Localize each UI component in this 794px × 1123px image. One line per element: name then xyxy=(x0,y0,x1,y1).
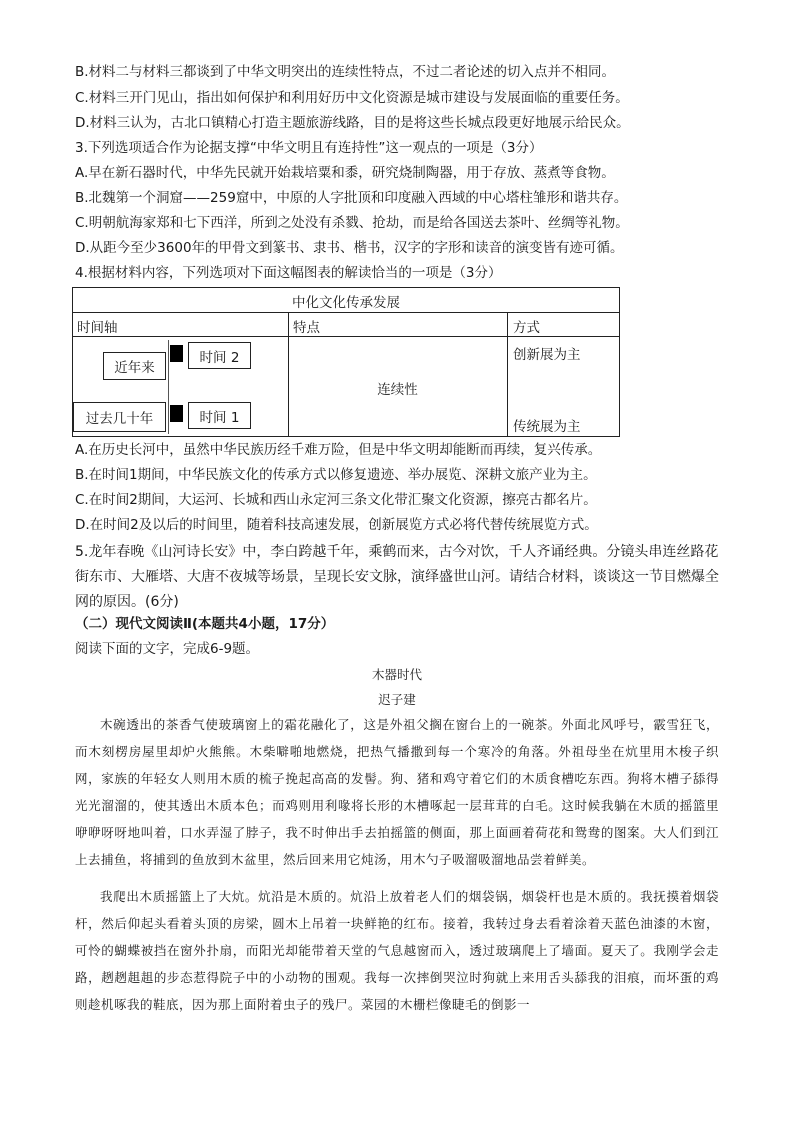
mode-innovative: 创新展为主 xyxy=(513,347,581,363)
mode-traditional: 传统展为主 xyxy=(513,419,581,435)
story-paragraph-2: 我爬出木质摇篮上了大炕。炕沿是木质的。炕沿上放着老人们的烟袋锅，烟袋杆也是木质的。我抚摸着烟袋杆，然后仰起头看着头顶的房梁，圆木上吊着一块鲜艳的红布。接着，我转过身去看着涂着天蓝色油漆的木窗，可怜的蝴蝶被挡在窗外扑扇，而阳光却能带着天堂的气息越窗而入，透过玻璃爬上了墙面。夏天了。我刚学会走路，趔趔趄趄的步态惹得院子中的小动物的围观。我每一次摔倒哭泣时狗就上来用舌头舔我的泪痕，而坏蛋的鸡则趁机啄我的鞋底，因为那上面附着虫子的残尸。菜园的木栅栏像睫毛的倒影一 xyxy=(75,889,719,1012)
col-header-timeline: 时间轴 xyxy=(77,320,118,336)
table-divider xyxy=(73,312,619,313)
time-2-label: 时间 2 xyxy=(188,342,251,369)
timeline-axis xyxy=(168,340,169,434)
feature-continuity: 连续性 xyxy=(377,382,418,398)
col-header-feature: 特点 xyxy=(293,320,320,336)
culture-table xyxy=(72,287,620,437)
q3-option-b: B.北魏第一个洞窟——259窟中，中原的人字批顶和印度融入西域的中心塔柱雏形和谐共存。 xyxy=(75,190,628,206)
marker-square xyxy=(170,405,183,422)
q4-stem: 4.根据材料内容，下列选项对下面这幅图表的解读恰当的一项是（3分） xyxy=(75,265,502,281)
story-title: 木器时代 xyxy=(371,667,422,682)
q4-option-b: B.在时间1期间，中华民族文化的传承方式以修复遗迹、举办展览、深耕文旅产业为主。 xyxy=(75,467,597,483)
table-divider xyxy=(288,312,289,436)
marker-square xyxy=(170,345,183,362)
table-divider xyxy=(507,312,508,436)
section-heading: （二）现代文阅读Ⅱ(本题共4小题，17分） xyxy=(75,616,335,632)
q2-option-b: B.材料二与材料三都谈到了中华文明突出的连续性特点，不过二者论述的切入点并不相同。 xyxy=(75,64,616,80)
time-1-label: 时间 1 xyxy=(188,402,251,429)
q4-option-c: C.在时间2期间，大运河、长城和西山永定河三条文化带汇聚文化资源，擦亮古都名片。 xyxy=(75,492,597,508)
q3-option-a: A.早在新石器时代，中华先民就开始栽培粟和黍，研究烧制陶器，用于存放、蒸煮等食物。 xyxy=(75,165,615,181)
q5-text: 5.龙年春晚《山河诗长安》中，李白跨越千年，乘鹤而来，古今对饮，千人齐诵经典。分镜头串连丝路花街东市、大雁塔、大唐不夜城等场景，呈现长安文脉，演绎盛世山河。请结合材料，谈谈这一节目燃爆全网的原因。(6分) xyxy=(75,544,719,610)
story-paragraph-1: 木碗透出的茶香气使玻璃窗上的霜花融化了，这是外祖父搁在窗台上的一碗茶。外面北风呼号，霰雪狂飞，而木刻楞房屋里却炉火熊熊。木柴噼啪地燃烧，把热气播撒到每一个寒冷的角落。外祖母坐在炕里用木梭子织网，家族的年轻女人则用木质的梳子挽起高高的发髻。狗、猪和鸡守着它们的木质食槽吃东西。狗将木槽子舔得光光溜溜的，使其透出木质本色；而鸡则用利喙将长形的木槽啄起一层茸茸的白毛。这时候我躺在木质的摇篮里咿咿呀呀地叫着，口水弄湿了脖子，我不时伸出手去拍摇篮的侧面，那上面画着荷花和鸳鸯的图案。大人们到江上去捕鱼，将捕到的鱼放到木盆里，然后回来用它炖汤，用木勺子吸溜吸溜地品尝着鲜美。 xyxy=(75,717,719,867)
q2-option-c: C.材料三开门见山，指出如何保护和利用好历中文化资源是城市建设与发展面临的重要任务。 xyxy=(75,90,629,106)
table-divider xyxy=(73,336,619,337)
table-title: 中化文化传承发展 xyxy=(292,295,400,311)
story-author: 迟子建 xyxy=(378,692,416,707)
q4-option-a: A.在历史长河中，虽然中华民族历经千难万险，但是中华文明却能断而再续，复兴传承。 xyxy=(75,442,602,458)
section-instruction: 阅读下面的文字，完成6-9题。 xyxy=(75,641,260,657)
col-header-mode: 方式 xyxy=(513,320,540,336)
recent-label: 近年来 xyxy=(103,352,166,380)
q2-option-d: D.材料三认为，古北口镇精心打造主题旅游线路，目的是将这些长城点段更好地展示给民众。 xyxy=(75,115,630,131)
q3-option-d: D.从距今至少3600年的甲骨文到篆书、隶书、楷书，汉字的字形和读音的演变皆有迹可循。 xyxy=(75,240,624,256)
past-decades-label: 过去几十年 xyxy=(73,402,166,432)
q4-option-d: D.在时间2及以后的时间里，随着科技高速发展，创新展览方式必将代替传统展览方式。 xyxy=(75,517,598,533)
q3-option-c: C.明朝航海家郑和七下西洋，所到之处没有杀戮、抢劫，而是给各国送去茶叶、丝绸等礼物。 xyxy=(75,215,629,231)
q3-stem: 3.下列选项适合作为论据支撑“中华文明且有连持性”这一观点的一项是（3分） xyxy=(75,140,543,156)
